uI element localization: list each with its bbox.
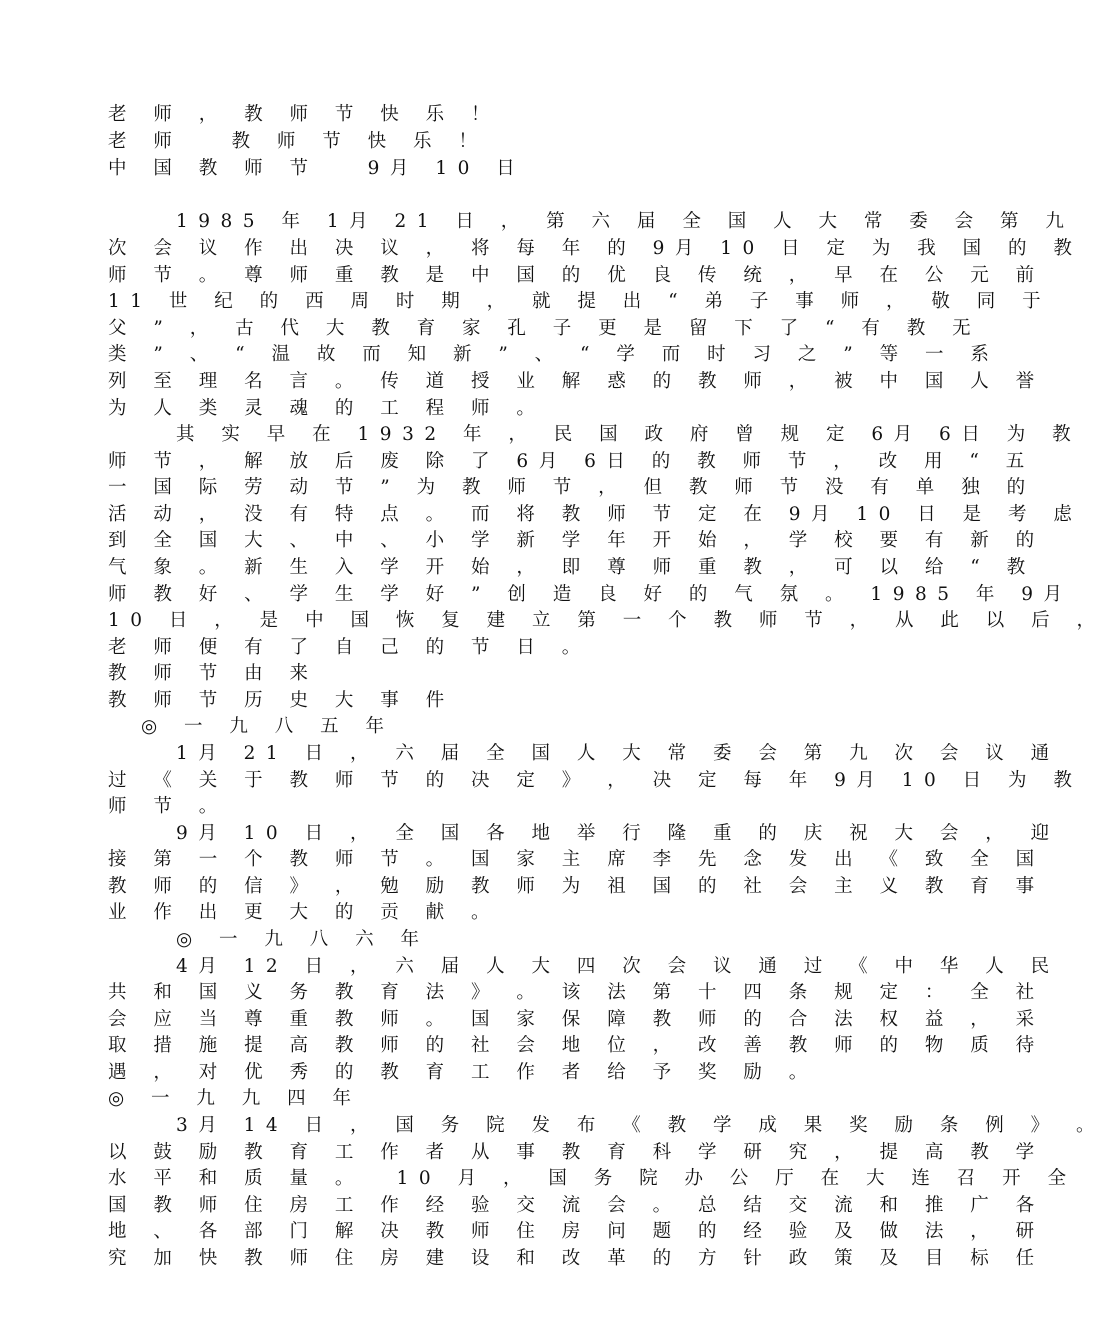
paragraph-line: 接 第 一 个 教 师 节 。 国 家 主 席 李 先 念 发 出 《 致 全 国 bbox=[108, 849, 1045, 870]
paragraph-line: 业 作 出 更 大 的 贡 献 。 bbox=[108, 902, 501, 923]
paragraph-line: 1985 年 1月 21 日 ， 第 六 届 全 国 人 大 常 委 会 第 九 bbox=[176, 211, 1075, 232]
paragraph-line: 地 、 各 部 门 解 决 教 师 住 房 问 题 的 经 验 及 做 法 ， 研 bbox=[108, 1221, 1045, 1242]
paragraph-line: 活 动 ， 没 有 特 点 。 而 将 教 师 节 定 在 9月 10 日 是 考 虑 bbox=[108, 504, 1083, 525]
paragraph-line: 国 教 师 住 房 工 作 经 验 交 流 会 。 总 结 交 流 和 推 广 各 bbox=[108, 1195, 1045, 1216]
section-heading: 教 师 节 由 来 bbox=[108, 663, 319, 684]
heading-line: 老 师 ， 教 师 节 快 乐 ！ bbox=[108, 104, 501, 125]
paragraph-line: 父 ” ， 古 代 大 教 育 家 孔 子 更 是 留 下 了 “ 有 教 无 bbox=[108, 318, 982, 339]
paragraph-line: 类 ” 、 “ 温 故 而 知 新 ” 、 “ 学 而 时 习 之 ” 等 一 系 bbox=[108, 344, 1000, 365]
paragraph-line: 师 节 。 尊 师 重 教 是 中 国 的 优 良 传 统 ， 早 在 公 元 前 bbox=[108, 265, 1045, 286]
paragraph-line: 老 师 便 有 了 自 己 的 节 日 。 bbox=[108, 637, 591, 658]
paragraph-line: 10 日 ， 是 中 国 恢 复 建 立 第 一 个 教 师 节 ， 从 此 以 后 ， bbox=[108, 610, 1106, 631]
year-heading: ◎ 一 九 八 五 年 bbox=[141, 716, 395, 737]
paragraph-line: 为 人 类 灵 魂 的 工 程 师 。 bbox=[108, 398, 546, 419]
year-heading: ◎ 一 九 九 四 年 bbox=[108, 1088, 362, 1109]
paragraph-line: 一 国 际 劳 动 节 ” 为 教 师 节 ， 但 教 师 节 没 有 单 独 的 bbox=[108, 477, 1036, 498]
paragraph-line: 师 教 好 、 学 生 学 好 ” 创 造 良 好 的 气 氛 。 1985 年 9月 bbox=[108, 584, 1073, 605]
paragraph-line: 会 应 当 尊 重 教 师 。 国 家 保 障 教 师 的 合 法 权 益 ， 采 bbox=[108, 1009, 1045, 1030]
paragraph-line: 4月 12 日 ， 六 届 人 大 四 次 会 议 通 过 《 中 华 人 民 bbox=[176, 956, 1060, 977]
paragraph-line: 11 世 纪 的 西 周 时 期 ， 就 提 出 “ 弟 子 事 师 ， 敬 同 于 bbox=[108, 291, 1052, 312]
paragraph-line: 师 节 ， 解 放 后 废 除 了 6月 6日 的 教 师 节 ， 改 用 “ 五 bbox=[108, 451, 1035, 472]
paragraph-line: 师 节 。 bbox=[108, 796, 228, 817]
paragraph-line: 教 师 的 信 》 ， 勉 励 教 师 为 祖 国 的 社 会 主 义 教 育 事 bbox=[108, 876, 1045, 897]
paragraph-line: 究 加 快 教 师 住 房 建 设 和 改 革 的 方 针 政 策 及 目 标 任 bbox=[108, 1248, 1045, 1269]
paragraph-line: 1月 21 日 ， 六 届 全 国 人 大 常 委 会 第 九 次 会 议 通 bbox=[176, 743, 1060, 764]
paragraph-line: 3月 14 日 ， 国 务 院 发 布 《 教 学 成 果 奖 励 条 例 》 。 bbox=[176, 1115, 1106, 1136]
paragraph-line: 水 平 和 质 量 。 10 月 ， 国 务 院 办 公 厅 在 大 连 召 开 全 bbox=[108, 1168, 1077, 1189]
paragraph-line: 遇 ， 对 优 秀 的 教 育 工 作 者 给 予 奖 励 。 bbox=[108, 1062, 818, 1083]
paragraph-line: 取 措 施 提 高 教 师 的 社 会 地 位 ， 改 善 教 师 的 物 质 待 bbox=[108, 1035, 1045, 1056]
paragraph-line: 到 全 国 大 、 中 、 小 学 新 学 年 开 始 ， 学 校 要 有 新 的 bbox=[108, 530, 1045, 551]
paragraph-line: 列 至 理 名 言 。 传 道 授 业 解 惑 的 教 师 ， 被 中 国 人 誉 bbox=[108, 371, 1045, 392]
paragraph-line: 9月 10 日 ， 全 国 各 地 举 行 隆 重 的 庆 祝 大 会 ， 迎 bbox=[176, 823, 1060, 844]
paragraph-line: 次 会 议 作 出 决 议 ， 将 每 年 的 9月 10 日 定 为 我 国 的 教 bbox=[108, 238, 1083, 259]
paragraph-line: 共 和 国 义 务 教 育 法 》 。 该 法 第 十 四 条 规 定 ： 全 社 bbox=[108, 982, 1045, 1003]
paragraph-line: 过 《 关 于 教 师 节 的 决 定 》 ， 决 定 每 年 9月 10 日 为 教 bbox=[108, 770, 1083, 791]
paragraph-line: 气 象 。 新 生 入 学 开 始 ， 即 尊 师 重 教 ， 可 以 给 “ 教 bbox=[108, 557, 1036, 578]
year-heading: ◎ 一 九 八 六 年 bbox=[176, 929, 430, 950]
paragraph-line: 以 鼓 励 教 育 工 作 者 从 事 教 育 科 学 研 究 ， 提 高 教 学 bbox=[108, 1142, 1045, 1163]
heading-line: 中 国 教 师 节 9月 10 日 bbox=[108, 158, 526, 179]
paragraph-line: 其 实 早 在 1932 年 ， 民 国 政 府 曾 规 定 6月 6日 为 教 bbox=[176, 424, 1082, 445]
section-heading: 教 师 节 历 史 大 事 件 bbox=[108, 690, 455, 711]
heading-line: 老 师 教 师 节 快 乐 ！ bbox=[108, 131, 488, 152]
